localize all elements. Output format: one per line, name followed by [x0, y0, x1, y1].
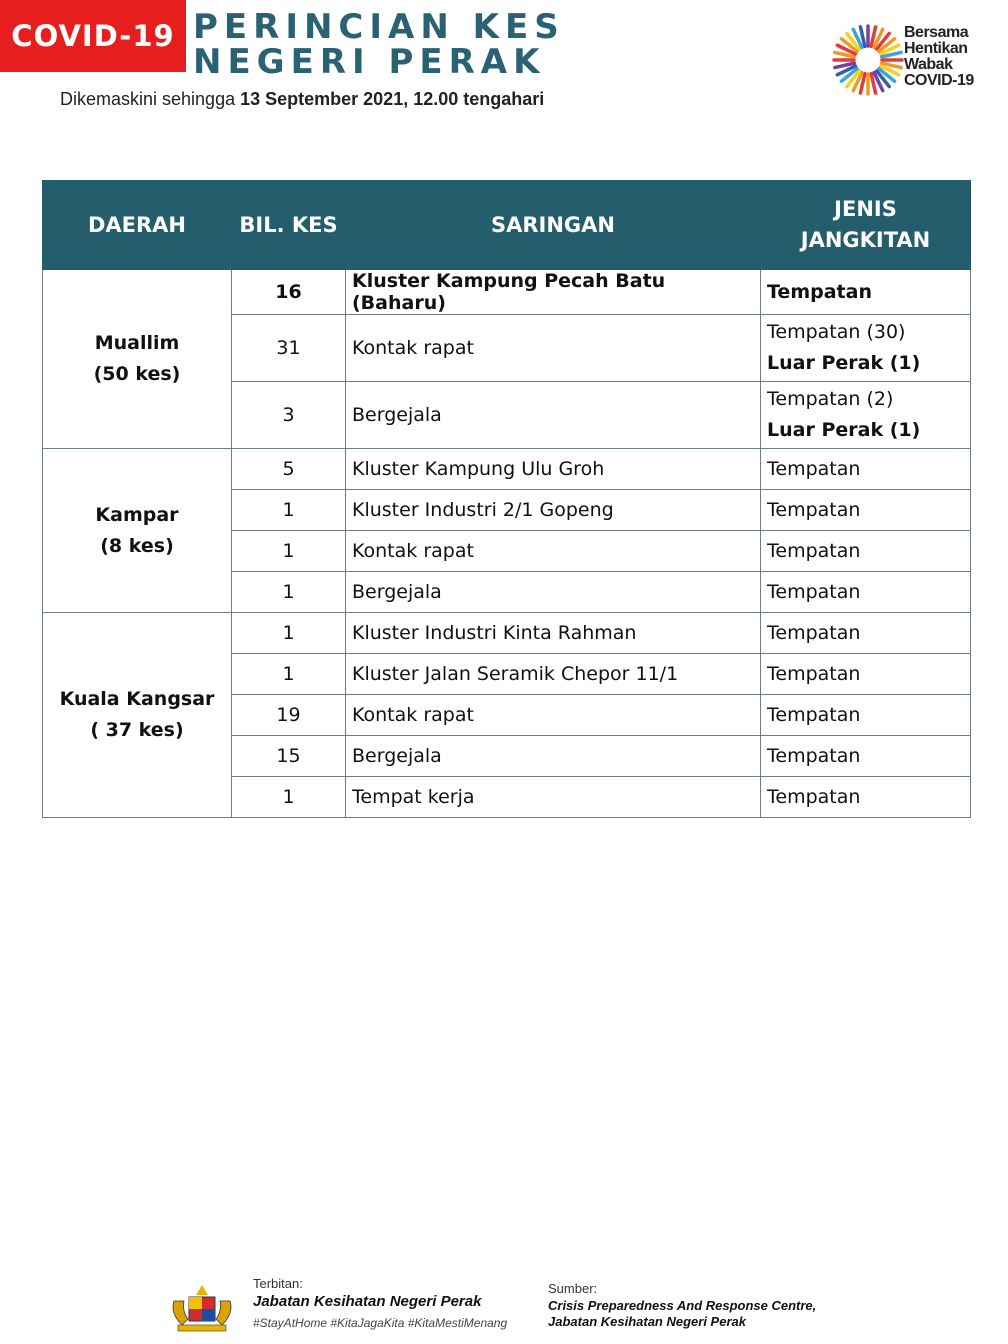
- publisher-name: Jabatan Kesihatan Negeri Perak: [253, 1293, 482, 1310]
- logo-line: Wabak: [904, 56, 953, 73]
- type-line: Tempatan: [767, 663, 861, 685]
- type-line: Tempatan (30): [767, 321, 906, 343]
- page-title: [193, 7, 565, 82]
- screening-cell: Bergejala: [346, 572, 761, 613]
- type-cell: [761, 654, 971, 695]
- col-header-district: DAERAH: [43, 181, 232, 270]
- state-emblem-icon: [162, 1281, 242, 1337]
- count-cell: 16: [232, 270, 346, 315]
- type-line: Tempatan: [767, 458, 861, 480]
- count-cell: 1: [232, 572, 346, 613]
- updated-timestamp: [60, 89, 544, 110]
- count-cell: 31: [232, 315, 346, 382]
- type-cell: [761, 382, 971, 449]
- district-cell: [43, 270, 232, 449]
- type-cell: [761, 572, 971, 613]
- type-line: Tempatan: [767, 745, 861, 767]
- type-line-secondary: Luar Perak (1): [767, 419, 921, 441]
- hashtags: #StayAtHome #KitaJagaKita #KitaMestiMenang: [253, 1316, 508, 1330]
- logo-line: COVID-19: [904, 72, 974, 89]
- count-cell: 5: [232, 449, 346, 490]
- screening-cell: Kontak rapat: [346, 531, 761, 572]
- screening-cell: Bergejala: [346, 736, 761, 777]
- table-row: [43, 613, 971, 654]
- type-cell: [761, 531, 971, 572]
- count-cell: 3: [232, 382, 346, 449]
- type-cell: [761, 736, 971, 777]
- type-line: Tempatan: [767, 786, 861, 808]
- title-line-2: NEGERI PERAK: [193, 42, 546, 82]
- type-line: Tempatan: [767, 499, 861, 521]
- count-cell: 1: [232, 490, 346, 531]
- screening-cell: Tempat kerja: [346, 777, 761, 818]
- updated-date: 13 September 2021, 12.00 tengahari: [240, 89, 545, 109]
- district-name: Muallim: [94, 332, 180, 354]
- district-total: (8 kes): [100, 534, 174, 557]
- screening-cell: Kontak rapat: [346, 695, 761, 736]
- logo-line: Bersama: [904, 24, 969, 41]
- district-total: ( 37 kes): [90, 719, 184, 741]
- covid-badge: COVID-19: [0, 0, 186, 72]
- col-header-count: BIL. KES: [232, 181, 346, 270]
- type-line-secondary: Luar Perak (1): [767, 352, 921, 374]
- source-line-1: Crisis Preparedness And Response Centre,: [548, 1298, 817, 1313]
- count-cell: 1: [232, 531, 346, 572]
- type-line: Tempatan: [767, 581, 861, 603]
- screening-cell: Bergejala: [346, 382, 761, 449]
- publisher-label: Terbitan:: [253, 1276, 303, 1291]
- count-cell: 1: [232, 654, 346, 695]
- type-cell: [761, 613, 971, 654]
- district-name: Kampar: [95, 503, 179, 526]
- district-total: (50 kes): [93, 363, 181, 385]
- logo-line: Hentikan: [904, 40, 968, 57]
- type-cell: [761, 270, 971, 315]
- type-line: Tempatan: [767, 622, 861, 644]
- type-cell: [761, 315, 971, 382]
- source-line-2: Jabatan Kesihatan Negeri Perak: [548, 1314, 746, 1329]
- col-header-screening: SARINGAN: [346, 181, 761, 270]
- district-cell: [43, 613, 232, 818]
- type-line: Tempatan: [767, 540, 861, 562]
- screening-cell: Kluster Kampung Ulu Groh: [346, 449, 761, 490]
- count-cell: 19: [232, 695, 346, 736]
- type-cell: [761, 490, 971, 531]
- screening-cell: Kluster Jalan Seramik Chepor 11/1: [346, 654, 761, 695]
- campaign-logo-text: [904, 25, 974, 89]
- screening-cell: Kluster Kampung Pecah Batu (Baharu): [346, 270, 761, 315]
- count-cell: 15: [232, 736, 346, 777]
- title-line-1: PERINCIAN KES: [193, 7, 565, 47]
- type-cell: [761, 695, 971, 736]
- district-cell: [43, 449, 232, 613]
- district-name: Kuala Kangsar: [59, 688, 215, 710]
- count-cell: 1: [232, 613, 346, 654]
- table-body: [43, 270, 971, 818]
- type-line: Tempatan (2): [767, 388, 894, 410]
- screening-cell: Kluster Industri Kinta Rahman: [346, 613, 761, 654]
- type-cell: [761, 449, 971, 490]
- col-header-type: JENIS JANGKITAN: [761, 181, 971, 270]
- type-line: Tempatan: [767, 281, 872, 303]
- type-cell: [761, 777, 971, 818]
- count-cell: 1: [232, 777, 346, 818]
- table-row: [43, 449, 971, 490]
- table-header-row: [43, 181, 971, 270]
- screening-cell: Kluster Industri 2/1 Gopeng: [346, 490, 761, 531]
- source-label: Sumber:: [548, 1281, 598, 1296]
- table-row: [43, 270, 971, 315]
- case-table: [42, 180, 971, 818]
- updated-prefix: Dikemaskini sehingga: [60, 89, 236, 109]
- screening-cell: Kontak rapat: [346, 315, 761, 382]
- type-line: Tempatan: [767, 704, 861, 726]
